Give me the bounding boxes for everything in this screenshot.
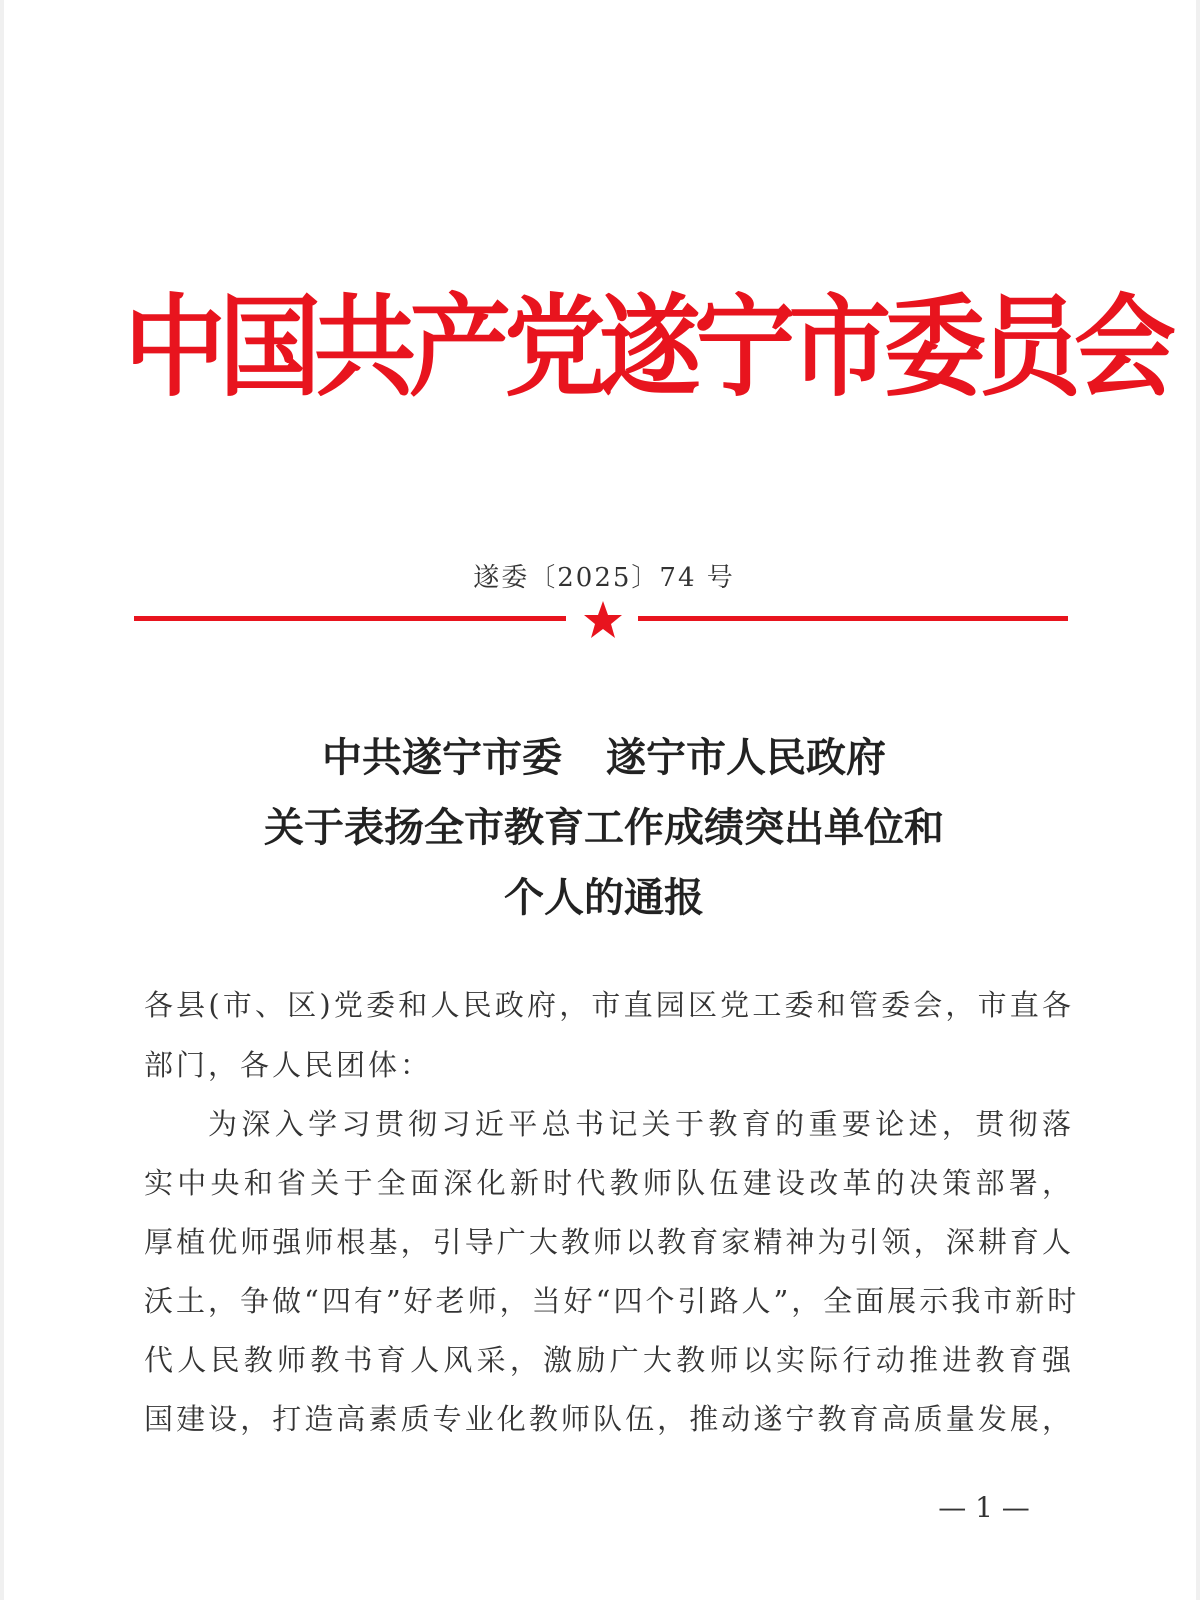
title-issuer-government: 遂宁市人民政府: [606, 734, 886, 781]
red-star-icon: [581, 598, 625, 642]
body-line: 为深入学习贯彻习近平总书记关于教育的重要论述，贯彻落: [208, 1107, 1074, 1141]
body-line: 各县(市、区)党委和人民政府，市直园区党工委和管委会，市直各: [144, 988, 1074, 1022]
body-line: 国建设，打造高素质专业化教师队伍，推动遂宁教育高质量发展，: [144, 1402, 1074, 1436]
body-line: 沃土，争做“四有”好老师，当好“四个引路人”，全面展示我市新时: [144, 1284, 1080, 1318]
document-number: 遂委〔2025〕74 号: [473, 563, 735, 593]
body-line: 实中央和省关于全面深化新时代教师队伍建设改革的决策部署，: [144, 1166, 1074, 1200]
body-line: 部门，各人民团体：: [144, 1048, 433, 1082]
title-line-1: [124, 733, 1084, 783]
title-line-3: 个人的通报: [504, 874, 704, 921]
red-divider-right: [638, 616, 1068, 621]
red-divider-left: [134, 616, 566, 621]
title-issuer-party: 中共遂宁市委: [322, 734, 562, 781]
masthead-title: 中国共产党遂宁市委员会: [124, 288, 1169, 411]
body-line: 代人民教师教书育人风采，激励广大教师以实际行动推进教育强: [144, 1343, 1074, 1377]
body-line: 厚植优师强师根基，引导广大教师以教育家精神为引领，深耕育人: [144, 1225, 1074, 1259]
page-number: — 1 —: [938, 1491, 1030, 1524]
title-line-2: 关于表扬全市教育工作成绩突出单位和: [264, 804, 944, 851]
